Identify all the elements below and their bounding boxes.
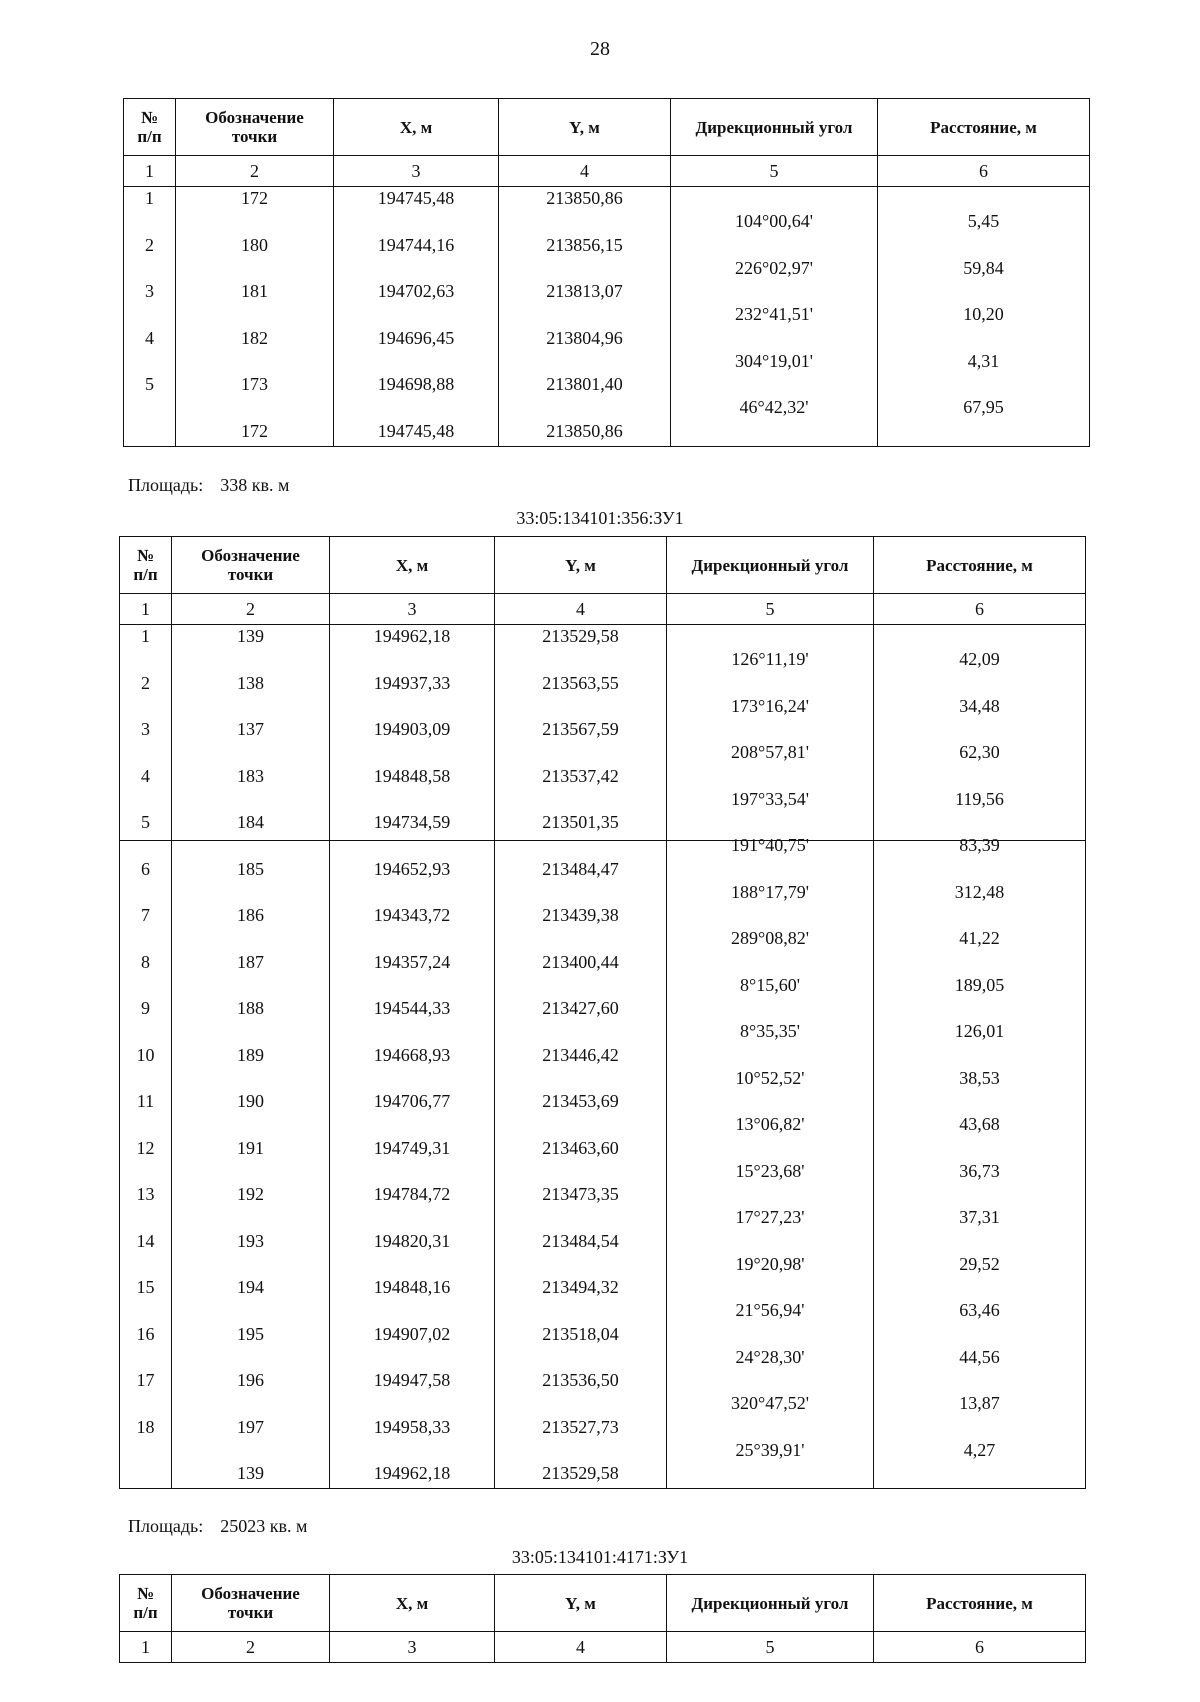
header-distance: Расстояние, м [874, 537, 1086, 594]
header-index: 1 [120, 594, 172, 625]
header-index: 5 [667, 1632, 874, 1663]
header-index: 2 [172, 1632, 330, 1663]
point-y-value: 213529,58 [542, 626, 619, 646]
header-index: 5 [667, 594, 874, 625]
column-distance [878, 187, 1090, 447]
point-y-value: 213446,42 [542, 1044, 619, 1065]
direction-angle-value: 19°20,98' [735, 1253, 805, 1274]
distance-value: 4,27 [963, 1439, 996, 1460]
point-id-value: 185 [237, 858, 264, 879]
header-index: 2 [176, 156, 334, 187]
point-y-value: 213804,96 [546, 327, 623, 348]
point-id-value: 180 [241, 234, 268, 255]
page-number: 28 [590, 38, 610, 60]
direction-angle-value: 173°16,24' [731, 695, 809, 716]
point-x-value: 194962,18 [373, 1463, 451, 1483]
point-y-value: 213400,44 [542, 951, 619, 972]
distance-value: 126,01 [954, 1021, 1005, 1042]
point-id-value: 139 [237, 1463, 264, 1483]
header-point: Обозначение точки [172, 537, 330, 594]
point-n-value: 5 [145, 374, 154, 394]
point-id-value: 194 [237, 1277, 264, 1297]
column-distance [874, 625, 1086, 1489]
point-y-value: 213453,69 [542, 1091, 619, 1111]
point-y-value: 213537,42 [542, 765, 619, 786]
point-x-value: 194749,31 [373, 1137, 451, 1158]
point-x-value: 194734,59 [373, 812, 451, 832]
direction-angle-value: 126°11,19' [731, 649, 809, 670]
area-caption-2 [128, 1516, 307, 1537]
header-index: 6 [878, 156, 1090, 187]
point-n-value: 4 [141, 765, 150, 786]
distance-value: 29,52 [959, 1253, 1000, 1274]
direction-angle-value: 13°06,82' [735, 1114, 805, 1135]
direction-angle-value: 10°52,52' [735, 1067, 805, 1088]
header-x: X, м [330, 537, 495, 594]
point-n-value: 12 [136, 1137, 155, 1158]
point-n-value: 4 [145, 327, 154, 348]
distance-value: 189,05 [954, 974, 1005, 995]
point-id-value: 172 [241, 188, 268, 208]
point-id-value: 139 [237, 626, 264, 646]
point-y-value: 213494,32 [542, 1277, 619, 1297]
direction-angle-value: 320°47,52' [731, 1393, 809, 1414]
column-y [499, 187, 671, 447]
distance-value: 13,87 [959, 1393, 1000, 1414]
distance-value: 37,31 [959, 1207, 1000, 1228]
coordinates-table-2 [119, 536, 1086, 1489]
area-value: 25023 кв. м [220, 1516, 308, 1536]
point-id-value: 183 [237, 765, 264, 786]
point-n-value: 5 [141, 812, 150, 832]
header-index: 1 [124, 156, 176, 187]
point-n-value: 7 [141, 905, 150, 925]
distance-value: 10,20 [963, 304, 1004, 325]
header-angle: Дирекционный угол [667, 537, 874, 594]
point-y-value: 213563,55 [542, 672, 619, 693]
direction-angle-value: 197°33,54' [731, 788, 809, 809]
direction-angle-value: 8°35,35' [740, 1021, 800, 1042]
area-label: Площадь: [128, 475, 204, 495]
point-n-value: 16 [136, 1323, 155, 1344]
point-x-value: 194848,58 [373, 765, 451, 786]
distance-value: 59,84 [963, 257, 1004, 278]
point-x-value: 194907,02 [373, 1323, 451, 1344]
header-index: 3 [330, 594, 495, 625]
point-id-value: 193 [237, 1230, 264, 1251]
point-x-value: 194706,77 [373, 1091, 451, 1111]
distance-value: 119,56 [955, 788, 1004, 809]
header-index: 4 [495, 1632, 667, 1663]
point-id-value: 188 [237, 998, 264, 1018]
distance-value: 4,31 [967, 350, 1000, 371]
point-x-value: 194698,88 [377, 374, 455, 394]
point-n-value: 13 [136, 1184, 155, 1204]
header-y: Y, м [499, 99, 671, 156]
direction-angle-value: 24°28,30' [735, 1346, 805, 1367]
point-y-value: 213473,35 [542, 1184, 619, 1204]
header-x: X, м [334, 99, 499, 156]
point-y-value: 213850,86 [546, 188, 623, 208]
distance-value: 34,48 [959, 695, 1000, 716]
point-y-value: 213850,86 [546, 420, 623, 441]
area-value: 338 кв. м [220, 475, 290, 495]
point-id-value: 172 [241, 420, 268, 441]
distance-value: 38,53 [959, 1067, 1000, 1088]
point-x-value: 194343,72 [373, 905, 451, 925]
point-x-value: 194745,48 [377, 420, 455, 441]
point-id-value: 181 [241, 281, 268, 301]
header-x: X, м [330, 1575, 495, 1632]
header-angle: Дирекционный угол [671, 99, 878, 156]
point-y-value: 213813,07 [546, 281, 623, 301]
distance-value: 42,09 [959, 649, 1000, 670]
direction-angle-value: 15°23,68' [735, 1160, 805, 1181]
point-x-value: 194958,33 [373, 1416, 451, 1437]
point-id-value: 187 [237, 951, 264, 972]
header-y: Y, м [495, 537, 667, 594]
direction-angle-value: 304°19,01' [735, 350, 813, 371]
area-label: Площадь: [128, 1516, 204, 1536]
point-n-value: 1 [141, 626, 150, 646]
header-number: № п/п [124, 99, 176, 156]
column-angle [671, 187, 878, 447]
point-id-value: 189 [237, 1044, 264, 1065]
point-n-value: 14 [136, 1230, 155, 1251]
point-y-value: 213518,04 [542, 1323, 619, 1344]
direction-angle-value: 17°27,23' [735, 1207, 805, 1228]
point-n-value: 8 [141, 951, 150, 972]
point-y-value: 213484,47 [542, 858, 619, 879]
point-x-value: 194357,24 [373, 951, 451, 972]
point-x-value: 194544,33 [373, 998, 451, 1018]
point-n-value: 3 [145, 281, 154, 301]
column-x [330, 625, 495, 1489]
header-index: 5 [671, 156, 878, 187]
point-x-value: 194937,33 [373, 672, 451, 693]
header-point: Обозначение точки [176, 99, 334, 156]
distance-value: 63,46 [959, 1300, 1000, 1321]
header-number: № п/п [120, 1575, 172, 1632]
point-x-value: 194820,31 [373, 1230, 451, 1251]
direction-angle-value: 226°02,97' [735, 257, 813, 278]
point-id-value: 182 [241, 327, 268, 348]
point-x-value: 194903,09 [373, 719, 451, 739]
point-y-value: 213463,60 [542, 1137, 619, 1158]
point-x-value: 194784,72 [373, 1184, 451, 1204]
header-y: Y, м [495, 1575, 667, 1632]
point-id-value: 190 [237, 1091, 264, 1111]
direction-angle-value: 46°42,32' [739, 397, 809, 418]
parcel-title-2: 33:05:134101:4171:ЗУ1 [511, 1547, 689, 1567]
column-number [124, 187, 176, 447]
point-x-value: 194744,16 [377, 234, 455, 255]
point-id-value: 138 [237, 672, 264, 693]
point-id-value: 197 [237, 1416, 264, 1437]
point-id-value: 195 [237, 1323, 264, 1344]
header-number: № п/п [120, 537, 172, 594]
header-index: 3 [334, 156, 499, 187]
point-n-value: 6 [141, 858, 150, 879]
point-y-value: 213484,54 [542, 1230, 619, 1251]
header-index: 4 [499, 156, 671, 187]
point-y-value: 213439,38 [542, 905, 619, 925]
point-y-value: 213501,35 [542, 812, 619, 832]
direction-angle-value: 104°00,64' [735, 211, 813, 232]
point-y-value: 213801,40 [546, 374, 623, 394]
point-x-value: 194696,45 [377, 327, 455, 348]
point-n-value: 3 [141, 719, 150, 739]
distance-value: 44,56 [959, 1346, 1000, 1367]
direction-angle-value: 8°15,60' [740, 974, 800, 995]
distance-value: 67,95 [963, 397, 1004, 418]
page-break-line [119, 840, 1085, 841]
header-point: Обозначение точки [172, 1575, 330, 1632]
point-x-value: 194962,18 [373, 626, 451, 646]
direction-angle-value: 208°57,81' [731, 742, 809, 763]
point-x-value: 194652,93 [373, 858, 451, 879]
column-x [334, 187, 499, 447]
header-index: 6 [874, 1632, 1086, 1663]
header-angle: Дирекционный угол [667, 1575, 874, 1632]
point-y-value: 213529,58 [542, 1463, 619, 1483]
coordinates-table-3 [119, 1574, 1086, 1663]
point-x-value: 194745,48 [377, 188, 455, 208]
direction-angle-value: 289°08,82' [731, 928, 809, 949]
direction-angle-value: 191°40,75' [731, 835, 809, 856]
point-x-value: 194947,58 [373, 1370, 451, 1390]
distance-value: 83,39 [959, 835, 1000, 856]
point-id-value: 196 [237, 1370, 264, 1390]
header-index: 3 [330, 1632, 495, 1663]
direction-angle-value: 21°56,94' [735, 1300, 805, 1321]
distance-value: 43,68 [959, 1114, 1000, 1135]
point-y-value: 213527,73 [542, 1416, 619, 1437]
point-n-value: 9 [141, 998, 150, 1018]
distance-value: 36,73 [959, 1160, 1000, 1181]
header-index: 6 [874, 594, 1086, 625]
distance-value: 312,48 [954, 881, 1005, 902]
column-point [172, 625, 330, 1489]
point-y-value: 213536,50 [542, 1370, 619, 1390]
direction-angle-value: 25°39,91' [735, 1439, 805, 1460]
point-id-value: 184 [237, 812, 264, 832]
header-distance: Расстояние, м [874, 1575, 1086, 1632]
point-n-value: 2 [141, 672, 150, 693]
area-caption-1 [128, 475, 289, 496]
point-id-value: 173 [241, 374, 268, 394]
point-n-value: 15 [136, 1277, 155, 1297]
point-n-value: 11 [136, 1091, 155, 1111]
point-y-value: 213427,60 [542, 998, 619, 1018]
column-point [176, 187, 334, 447]
header-index: 1 [120, 1632, 172, 1663]
point-id-value: 137 [237, 719, 264, 739]
point-id-value: 192 [237, 1184, 264, 1204]
point-id-value: 191 [237, 1137, 264, 1158]
point-x-value: 194848,16 [373, 1277, 451, 1297]
header-distance: Расстояние, м [878, 99, 1090, 156]
point-n-value: 17 [136, 1370, 155, 1390]
point-n-value: 1 [145, 188, 154, 208]
distance-value: 5,45 [967, 211, 1000, 232]
point-n-value: 18 [136, 1416, 155, 1437]
parcel-title-1: 33:05:134101:356:ЗУ1 [516, 508, 684, 528]
column-angle [667, 625, 874, 1489]
direction-angle-value: 188°17,79' [731, 881, 809, 902]
column-y [495, 625, 667, 1489]
point-x-value: 194668,93 [373, 1044, 451, 1065]
header-index: 2 [172, 594, 330, 625]
column-number [120, 625, 172, 1489]
coordinates-table-1 [123, 98, 1090, 447]
point-y-value: 213856,15 [546, 234, 623, 255]
point-x-value: 194702,63 [377, 281, 455, 301]
point-y-value: 213567,59 [542, 719, 619, 739]
distance-value: 41,22 [959, 928, 1000, 949]
direction-angle-value: 232°41,51' [735, 304, 813, 325]
distance-value: 62,30 [959, 742, 1000, 763]
header-index: 4 [495, 594, 667, 625]
point-id-value: 186 [237, 905, 264, 925]
point-n-value: 10 [136, 1044, 155, 1065]
point-n-value: 2 [145, 234, 154, 255]
